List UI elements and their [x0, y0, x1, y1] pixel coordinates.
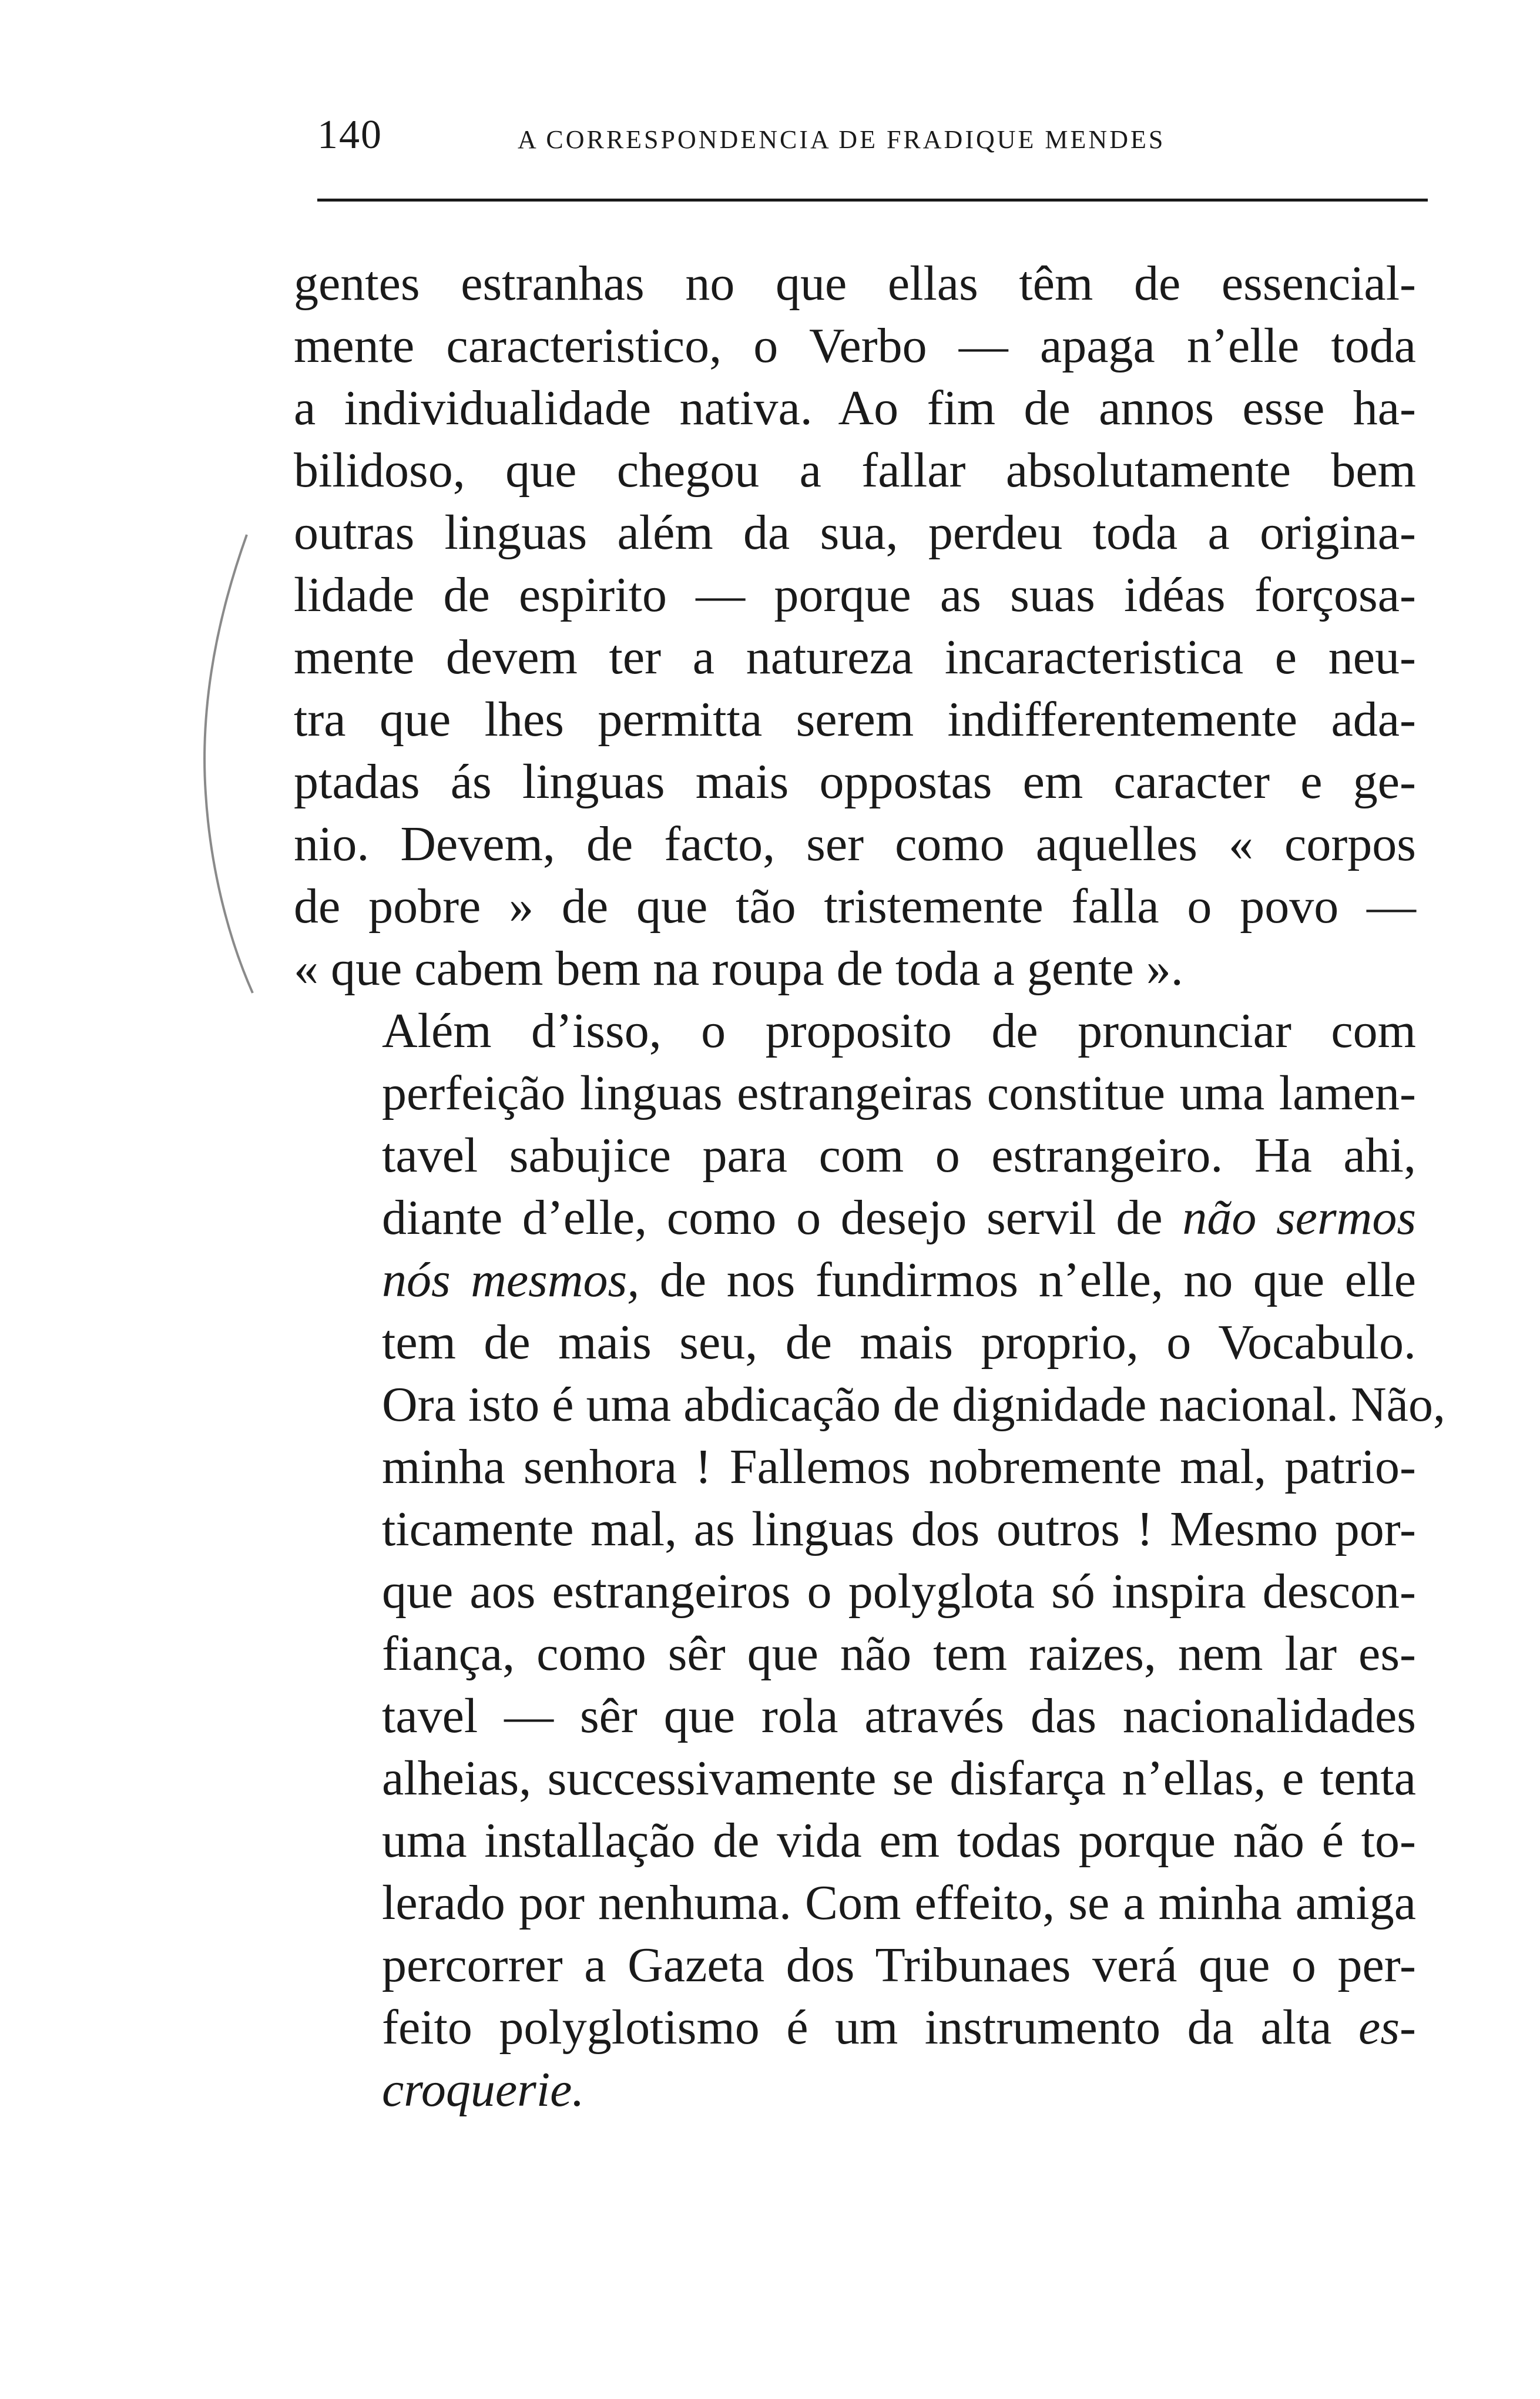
- text-line: [294, 2059, 1416, 2121]
- page-number: 140: [317, 112, 383, 157]
- text-line: minha senhora ! Fallemos nobremente mal, patrio-: [382, 1440, 1416, 1494]
- text-line: ptadas ás linguas mais oppostas em caracter e ge-: [294, 754, 1416, 809]
- margin-pencil-mark: [194, 529, 259, 999]
- running-head: [317, 112, 1416, 176]
- text-line: gentes estranhas no que ellas têm de essencial-: [294, 256, 1416, 311]
- text-line: a individualidade nativa. Ao fim de annos esse ha-: [294, 381, 1416, 435]
- text-line: tavel — sêr que rola através das nacionalidades: [382, 1689, 1416, 1743]
- text-run: de nos fundirmos n’elle, no que elle: [639, 1253, 1416, 1307]
- text-line: fiança, como sêr que não tem raizes, nem lar es-: [382, 1626, 1416, 1681]
- text-line: perfeição linguas estrangeiras constitue uma lamen-: [382, 1066, 1416, 1120]
- text-line: alheias, successivamente se disfarça n’ellas, e tenta: [382, 1751, 1416, 1806]
- text-line: lerado por nenhuma. Com effeito, se a minha amiga: [382, 1875, 1416, 1930]
- text-line: mente caracteristico, o Verbo — apaga n’elle toda: [294, 318, 1416, 373]
- italic-phrase: es-: [1358, 2000, 1416, 2055]
- text-line: [294, 1187, 1416, 1249]
- text-line: Além d’isso, o proposito de pronunciar com: [382, 1004, 1416, 1058]
- paragraph-2: [294, 1000, 1445, 2121]
- text-line: uma installação de vida em todas porque não é to-: [382, 1813, 1416, 1868]
- italic-phrase: croquerie.: [382, 2062, 585, 2117]
- text-line: tra que lhes permitta serem indifferentemente ada-: [294, 692, 1416, 747]
- text-line: que aos estrangeiros o polyglota só inspira descon-: [382, 1564, 1416, 1619]
- header-rule: [317, 199, 1428, 202]
- text-line: [294, 1997, 1416, 2059]
- body-text: [294, 253, 1445, 2121]
- text-line: outras linguas além da sua, perdeu toda a origina-: [294, 505, 1416, 560]
- text-run: diante d’elle, como o desejo servil de: [382, 1190, 1183, 1245]
- text-line: lidade de espirito — porque as suas idéas forçosa-: [294, 568, 1416, 622]
- text-line: de pobre » de que tão tristemente falla o povo —: [294, 879, 1416, 934]
- text-line: Ora isto é uma abdicação de dignidade nacional. Não,: [382, 1377, 1445, 1432]
- italic-phrase: nós mesmos,: [382, 1253, 640, 1307]
- text-line: tavel sabujice para com o estrangeiro. Ha ahi,: [382, 1128, 1416, 1183]
- text-line: bilidoso, que chegou a fallar absolutamente bem: [294, 443, 1416, 498]
- text-line: percorrer a Gazeta dos Tribunaes verá que o per-: [382, 1938, 1416, 1992]
- running-title: A CORRESPONDENCIA DE FRADIQUE MENDES: [518, 125, 1166, 154]
- text-line: [294, 1249, 1416, 1311]
- text-line: tem de mais seu, de mais proprio, o Vocabulo.: [382, 1315, 1416, 1370]
- text-line: ticamente mal, as linguas dos outros ! Mesmo por-: [382, 1502, 1416, 1556]
- text-line: mente devem ter a natureza incaracteristica e neu-: [294, 630, 1416, 685]
- text-line: nio. Devem, de facto, ser como aquelles « corpos: [294, 817, 1416, 871]
- text-line: « que cabem bem na roupa de toda a gente ».: [294, 941, 1183, 996]
- italic-phrase: não sermos: [1182, 1190, 1417, 1245]
- paragraph-1: [294, 253, 1416, 1000]
- text-run: feito polyglotismo é um instrumento da alta: [382, 2000, 1359, 2055]
